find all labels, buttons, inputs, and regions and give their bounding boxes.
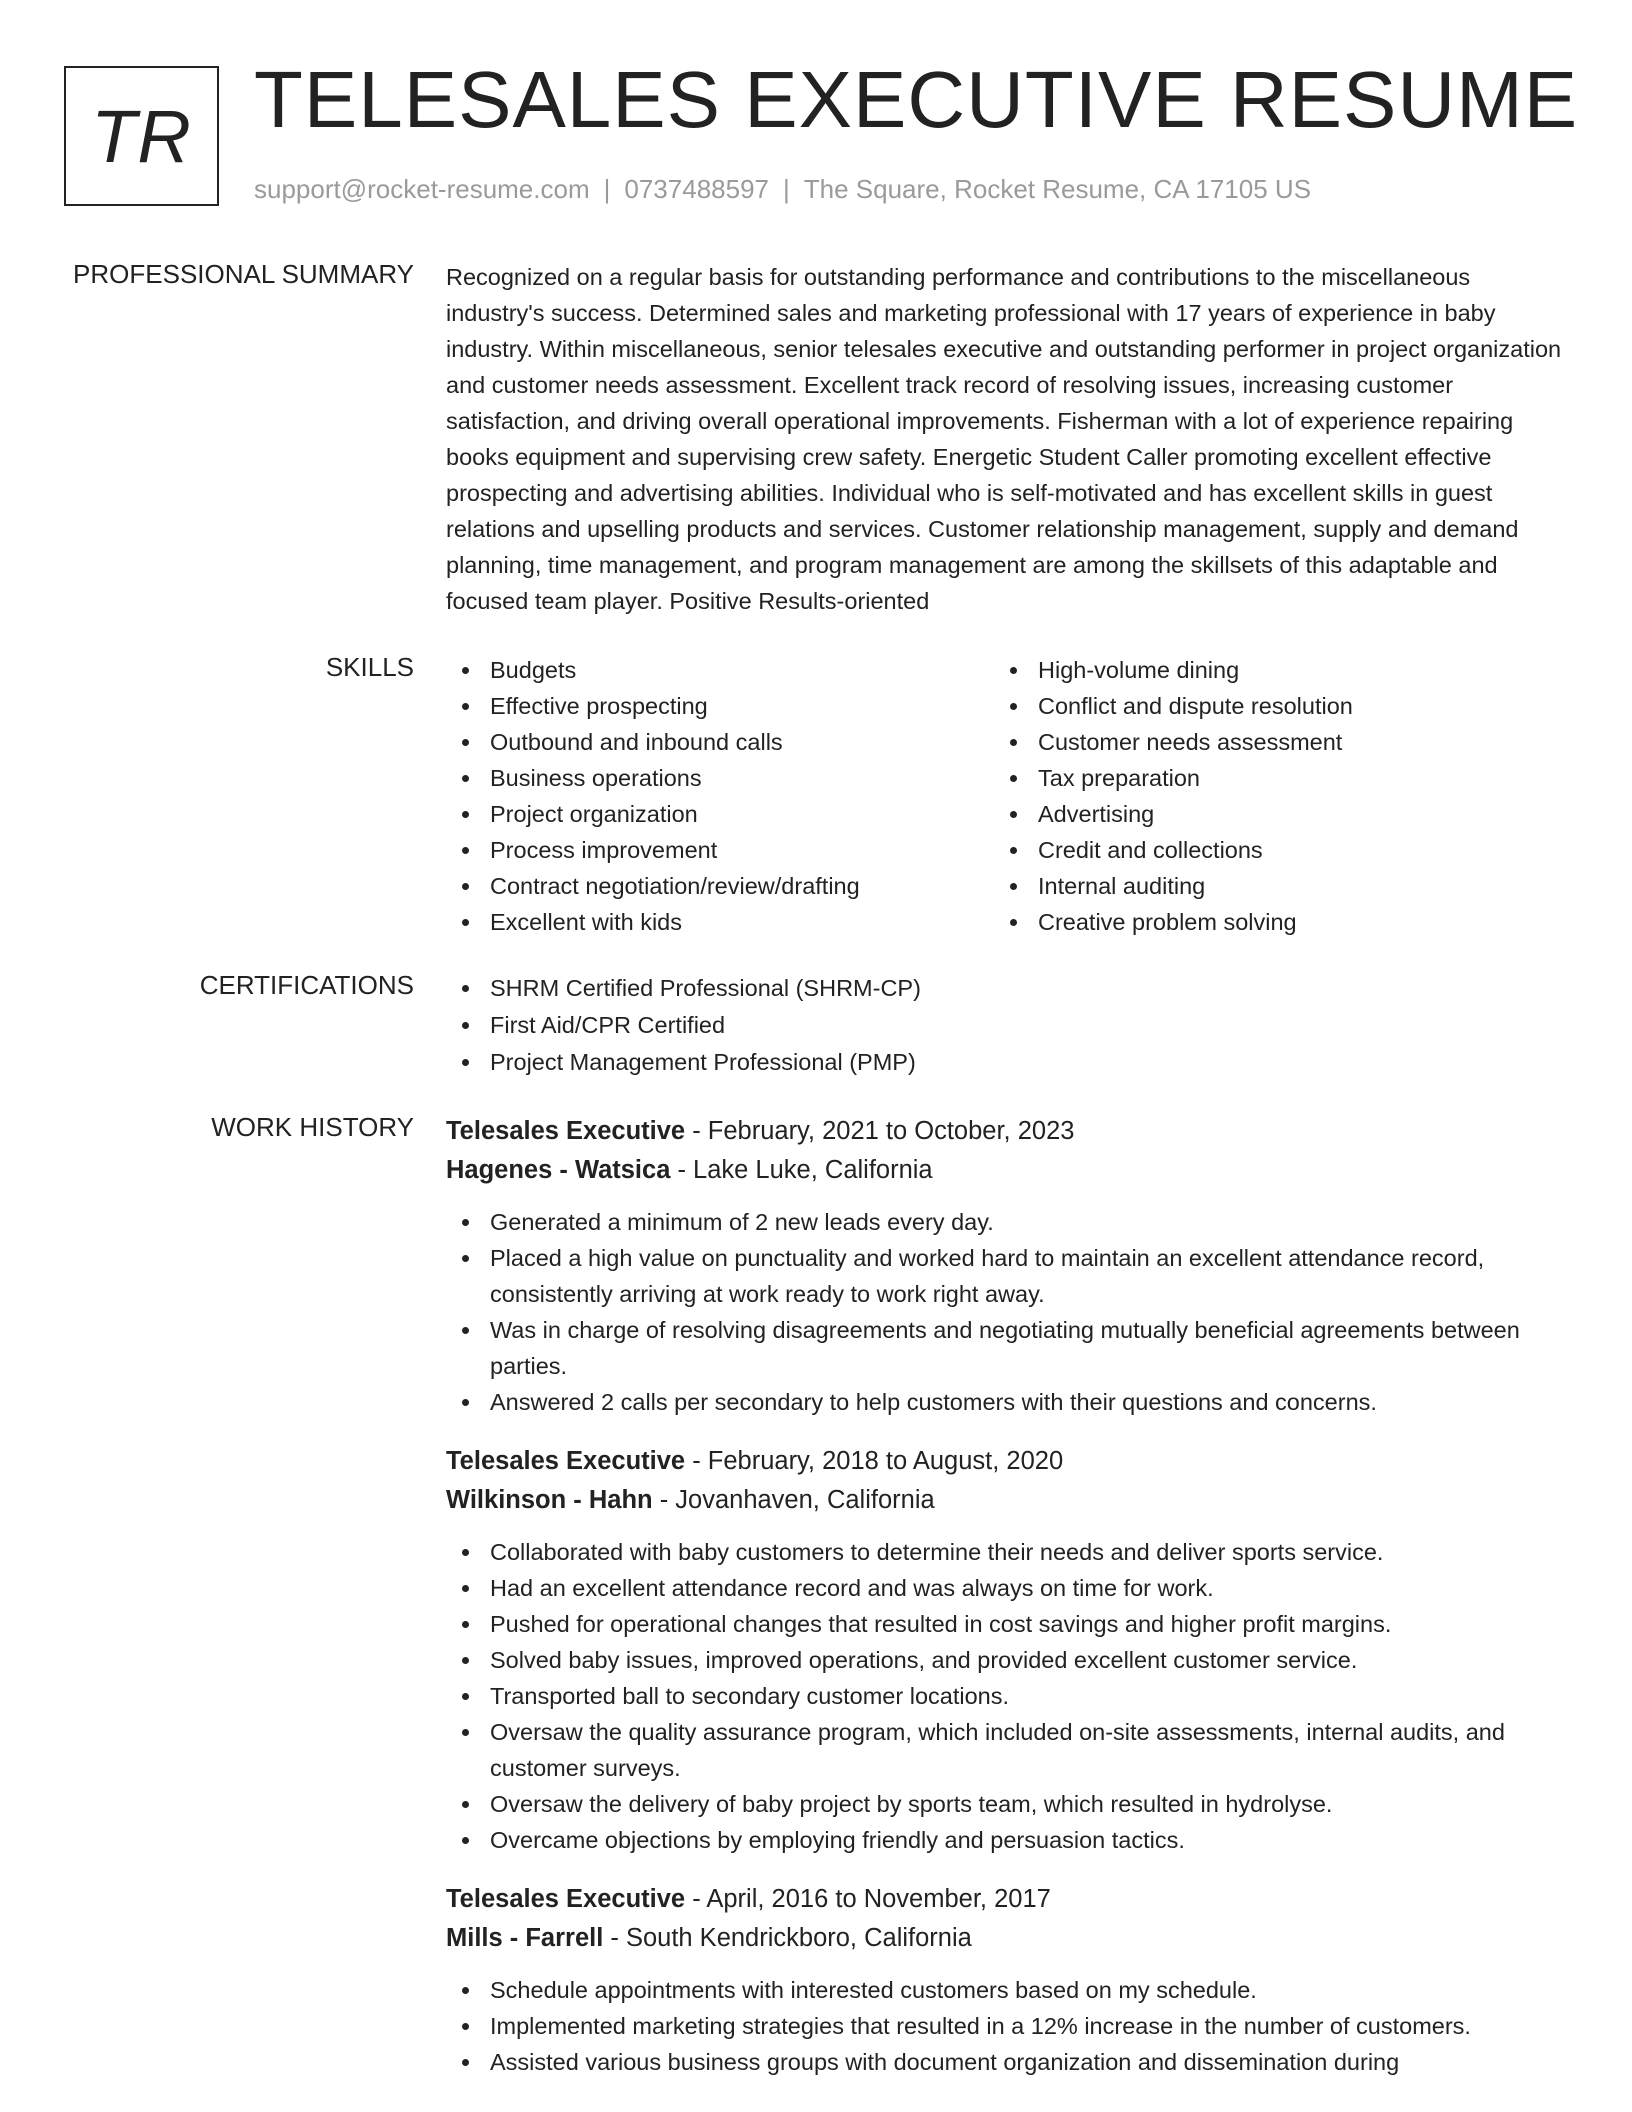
section-label-skills: SKILLS [325, 652, 414, 682]
job-dates: - February, 2021 to October, 2023 [685, 1117, 1075, 1145]
job-company: Wilkinson - Hahn [446, 1486, 653, 1514]
job-title: Telesales Executive [446, 1447, 686, 1475]
skill-item: Effective prospecting [446, 688, 994, 724]
summary-text: Recognized on a regular basis for outstanding performance and contributions to the miscellaneous industry's success. Determined sales and marketing professional with 17 years of experience in baby industry. Within miscellaneous, senior telesales executive and outstanding performer in project organization and customer needs assessment. Excellent track record of resolving issues, increasing customer satisfaction, and driving overall operational improvements. Fisherman with a lot of experience repairing books equipment and supervising crew safety. Energetic Student Caller promoting excellent effective prospecting and advertising abilities. Individual who is self-motivated and has excellent skills in guest relations and upselling products and services. Customer relationship management, supply and demand planning, time management, and program management are among the skillsets of this adaptable and focused team player. Positive Results-oriented [446, 264, 1562, 614]
job-bullet: Collaborated with baby customers to determine their needs and deliver sports service. [446, 1534, 1566, 1570]
section-label-summary: PROFESSIONAL SUMMARY [73, 259, 414, 289]
skill-item: Conflict and dispute resolution [994, 688, 1542, 724]
job-bullet: Answered 2 calls per secondary to help customers with their questions and concerns. [446, 1384, 1566, 1420]
summary-body [446, 259, 1566, 619]
job-bullet-list [446, 1534, 1566, 1858]
job-title-line [446, 1880, 1566, 1919]
skill-item: Credit and collections [994, 832, 1542, 868]
job-bullet: Was in charge of resolving disagreements and negotiating mutually beneficial agreements between parties. [446, 1312, 1566, 1384]
job-bullet: Oversaw the delivery of baby project by sports team, which resulted in hydrolyse. [446, 1786, 1566, 1822]
job-title-line [446, 1112, 1566, 1151]
job-bullet: Overcame objections by employing friendly and persuasion tactics. [446, 1822, 1566, 1858]
section-label-certifications: CERTIFICATIONS [199, 970, 414, 1000]
job-entry [446, 1880, 1566, 2080]
contact-address: The Square, Rocket Resume, CA 17105 US [803, 174, 1312, 204]
contact-email[interactable]: support@rocket-resume.com [254, 174, 590, 204]
job-company: Mills - Farrell [446, 1924, 604, 1952]
job-spacer [446, 1858, 1566, 1880]
job-bullet-list [446, 1204, 1566, 1420]
skills-body [446, 652, 1566, 940]
monogram-initials: TR [91, 94, 192, 178]
job-dates: - February, 2018 to August, 2020 [685, 1447, 1064, 1475]
skill-item: Process improvement [446, 832, 994, 868]
job-bullet: Pushed for operational changes that resulted in cost savings and higher profit margins. [446, 1606, 1566, 1642]
job-bullet: Generated a minimum of 2 new leads every day. [446, 1204, 1566, 1240]
job-bullet: Solved baby issues, improved operations, and provided excellent customer service. [446, 1642, 1566, 1678]
skill-item: High-volume dining [994, 652, 1542, 688]
certification-item: Project Management Professional (PMP) [446, 1044, 1566, 1081]
monogram-box [64, 66, 219, 206]
section-label-work-history: WORK HISTORY [211, 1112, 414, 1142]
job-bullet: Transported ball to secondary customer locations. [446, 1678, 1566, 1714]
skills-list-right [994, 652, 1542, 940]
skill-item: Business operations [446, 760, 994, 796]
certifications-list [446, 970, 1566, 1081]
job-title: Telesales Executive [446, 1117, 686, 1145]
skill-item: Excellent with kids [446, 904, 994, 940]
contact-line [254, 174, 1311, 205]
work-history-body [446, 1112, 1566, 2080]
certifications-body [446, 970, 1566, 1081]
job-company-line [446, 1919, 1566, 1958]
skill-item: Internal auditing [994, 868, 1542, 904]
job-entry [446, 1442, 1566, 1858]
skill-item: Outbound and inbound calls [446, 724, 994, 760]
skill-item: Budgets [446, 652, 994, 688]
job-bullet-list [446, 1972, 1566, 2080]
skills-list-left [446, 652, 994, 940]
skill-item: Advertising [994, 796, 1542, 832]
resume-title: TELESALES EXECUTIVE RESUME [254, 55, 1579, 144]
job-bullet: Placed a high value on punctuality and worked hard to maintain an excellent attendance record, consistently arriving at work ready to work right away. [446, 1240, 1566, 1312]
job-company-line [446, 1151, 1566, 1190]
job-bullet: Assisted various business groups with document organization and dissemination during [446, 2044, 1566, 2080]
job-dates: - April, 2016 to November, 2017 [685, 1885, 1051, 1913]
job-bullet: Schedule appointments with interested customers based on my schedule. [446, 1972, 1566, 2008]
contact-separator: | [603, 174, 611, 204]
job-spacer [446, 1420, 1566, 1442]
job-bullet: Oversaw the quality assurance program, which included on-site assessments, internal audits, and customer surveys. [446, 1714, 1566, 1786]
skill-item: Tax preparation [994, 760, 1542, 796]
skill-item: Contract negotiation/review/drafting [446, 868, 994, 904]
contact-phone[interactable]: 0737488597 [624, 174, 769, 204]
skill-item: Creative problem solving [994, 904, 1542, 940]
job-bullet: Implemented marketing strategies that resulted in a 12% increase in the number of customers. [446, 2008, 1566, 2044]
job-location: - Lake Luke, California [670, 1156, 933, 1184]
contact-separator: | [783, 174, 790, 204]
job-title: Telesales Executive [446, 1885, 686, 1913]
skill-item: Customer needs assessment [994, 724, 1542, 760]
job-company-line [446, 1481, 1566, 1520]
certification-item: SHRM Certified Professional (SHRM-CP) [446, 970, 1566, 1007]
job-entry [446, 1112, 1566, 1420]
job-bullet: Had an excellent attendance record and was always on time for work. [446, 1570, 1566, 1606]
certification-item: First Aid/CPR Certified [446, 1007, 1566, 1044]
job-location: - South Kendrickboro, California [603, 1924, 972, 1952]
job-location: - Jovanhaven, California [652, 1486, 935, 1514]
skill-item: Project organization [446, 796, 994, 832]
job-company: Hagenes - Watsica [446, 1156, 671, 1184]
job-title-line [446, 1442, 1566, 1481]
